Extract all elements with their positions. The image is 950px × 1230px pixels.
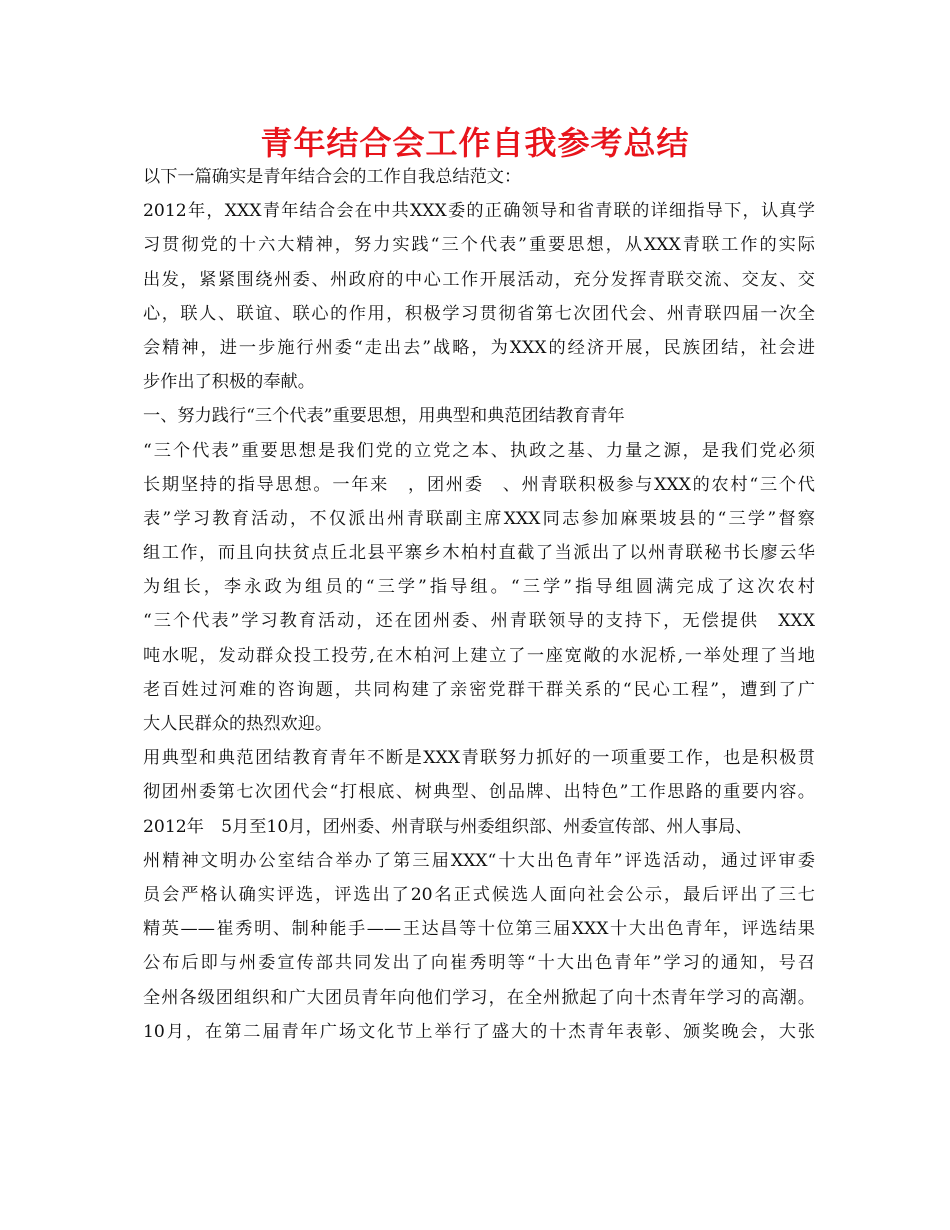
body-line: 出发，紧紧围绕州委、州政府的中心工作开展活动，充分发挥青联交流、交友、交: [143, 269, 815, 290]
body-line: 全州各级团组织和广大团员青年向他们学习，在全州掀起了向十杰青年学习的高潮。: [143, 987, 815, 1008]
document-body: [143, 160, 815, 1049]
body-line: “三个代表”学习教育活动，还在团州委、州青联领导的支持下，无偿提供 XXX: [143, 611, 815, 632]
body-line: 精英——崔秀明、制种能手——王达昌等十位第三届XXX十大出色青年，评选结果: [143, 919, 815, 940]
body-line: 步作出了积极的奉献。: [143, 372, 315, 393]
body-line: 以下一篇确实是青年结合会的工作自我总结范文：: [143, 167, 522, 187]
body-line: 10月，在第二届青年广场文化节上举行了盛大的十杰青年表彰、颁奖晚会，大张: [143, 1021, 815, 1042]
body-line: 长期坚持的指导思想。一年来 ，团州委 、州青联积极参与XXX的农村“三个代: [143, 474, 815, 495]
body-line: 组工作，而且向扶贫点丘北县平寨乡木柏村直截了当派出了以州青联秘书长廖云华: [143, 543, 815, 564]
body-line: 用典型和典范团结教育青年不断是XXX青联努力抓好的一项重要工作，也是积极贯: [143, 748, 815, 769]
body-line: 为组长，李永政为组员的“三学”指导组。“三学”指导组圆满完成了这次农村: [143, 577, 815, 598]
body-line: “三个代表”重要思想是我们党的立党之本、执政之基、力量之源，是我们党必须: [143, 440, 815, 461]
body-line: 彻团州委第七次团代会“打根底、树典型、创品牌、出特色”工作思路的重要内容。: [143, 782, 815, 803]
body-line: 大人民群众的热烈欢迎。: [143, 714, 333, 734]
body-line: 吨水呢，发动群众投工投劳,在木柏河上建立了一座宽敞的水泥桥,一举处理了当地: [143, 645, 815, 666]
section-heading: 一、努力践行“三个代表”重要思想，用典型和典范团结教育青年: [143, 406, 625, 427]
body-line: 心，联人、联谊、联心的作用，积极学习贯彻省第七次团代会、州青联四届一次全: [143, 303, 815, 324]
body-line: 表”学习教育活动，不仅派出州青联副主席XXX同志参加麻栗坡县的“三学”督察: [143, 508, 815, 529]
body-line: 员会严格认确实评选，评选出了20名正式候选人面向社会公示，最后评出了三七: [143, 884, 815, 905]
body-line: 州精神文明办公室结合举办了第三届XXX“十大出色青年”评选活动，通过评审委: [143, 850, 815, 871]
body-line: 2012年，XXX青年结合会在中共XXX委的正确领导和省青联的详细指导下，认真学: [143, 201, 815, 222]
body-line: 会精神，进一步施行州委“走出去”战略，为XXX的经济开展，民族团结，社会进: [143, 337, 815, 358]
document-title: 青年结合会工作自我参考总结: [260, 124, 690, 162]
body-line: 2012年 5月至10月，团州委、州青联与州委组织部、州委宣传部、州人事局、: [143, 816, 753, 837]
body-line: 习贯彻党的十六大精神，努力实践“三个代表”重要思想，从XXX青联工作的实际: [143, 235, 815, 256]
body-line: 老百姓过河难的咨询题，共同构建了亲密党群干群关系的“民心工程”，遭到了广: [143, 679, 815, 700]
body-line: 公布后即与州委宣传部共同发出了向崔秀明等“十大出色青年”学习的通知，号召: [143, 953, 815, 974]
